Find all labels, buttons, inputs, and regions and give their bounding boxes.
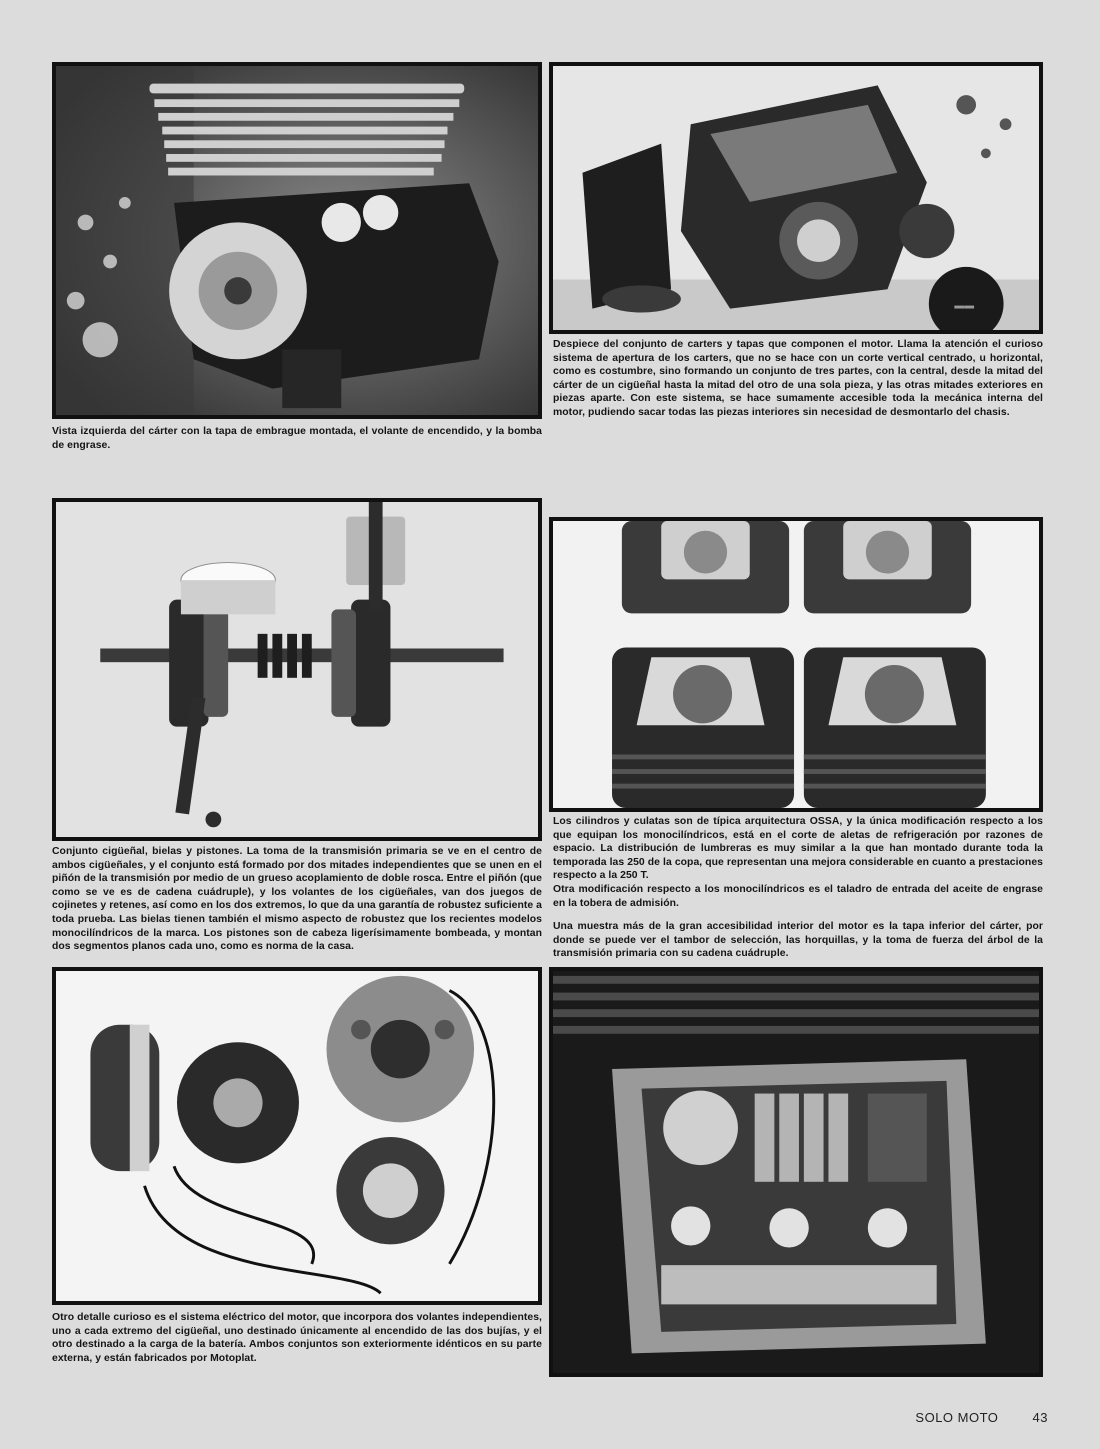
caption-cylinders-and-heads: [553, 815, 1043, 910]
caption-text: Conjunto cigüeñal, bielas y pistones. La toma de la transmisión primaria se ve en el centro de ambos cigüeñales, y el conjunto está formado por dos mitades independientes que se unen en el piñón de la transmisión por medio de un grueso acoplamiento de doble rosca. Entre el piñón (que como se ve es de cadena cuádruple), y los volantes de los cigüeñales, van dos juegos de cojinetes y retenes, así como en los dos extremos, lo que da una garantía de robustez suficiente a toda prueba. Las bielas tienen también el mismo aspecto de robustez que los recientes modelos monocilíndricos de la marca. Los pistones son de cabeza ligerísimamente bombeada, y montan dos segmentos planos cada uno, como es norma de la casa.: [52, 846, 542, 953]
photo-lower-crankcase-cover: [549, 967, 1043, 1377]
caption-text: Otro detalle curioso es el sistema eléctrico del motor, que incorpora dos volantes independientes, uno a cada extremo del cigüeñal, uno destinado únicamente al encendido de las dos bujías, y el otro destinado a la carga de la batería. Ambos conjuntos son exteriormente idénticos en su parte externa, y están fabricados por Motoplat.: [52, 1312, 542, 1364]
caption-electrical-flywheels: [52, 1311, 542, 1365]
caption-engine-left-view: [52, 425, 542, 452]
caption-text: Una muestra más de la gran accesibilidad interior del motor es la tapa inferior del cárter, por donde se puede ver el tambor de selección, las horquillas, y la toma de fuerza del árbol de la transmisión primaria con su cadena cuádruple.: [553, 921, 1043, 960]
caption-crankcase-exploded: [553, 338, 1043, 420]
caption-crankshaft-assembly: [52, 845, 542, 954]
svg-text:▬▬: ▬▬: [954, 300, 975, 312]
photo-cylinders-and-heads: [549, 517, 1043, 812]
caption-text: Vista izquierda del cárter con la tapa de embrague montada, el volante de encendido, y la bomba de engrase.: [52, 426, 542, 451]
caption-text: Los cilindros y culatas son de típica arquitectura OSSA, y la única modificación respecto a los que equipan los monocilíndricos, está en el corte de aletas de refrigeración por razones de espacio. La distribución de lumbreras es muy similar a la que han montado durante toda la temporada las 250 de la copa, que representan una mejora considerable en cuanto a prestaciones respecto a la 250 T.: [553, 816, 1043, 882]
photo-crankcase-exploded: [549, 62, 1043, 334]
page-number: 43: [1032, 1410, 1048, 1425]
caption-lower-cover: [553, 920, 1043, 961]
photo-engine-left-view: [52, 62, 542, 419]
caption-text: Otra modificación respecto a los monocilíndricos es el taladro de entrada del aceite de engrase en la tobera de admisión.: [553, 883, 1043, 909]
page-footer: [915, 1410, 1048, 1425]
magazine-name: SOLO MOTO: [915, 1410, 999, 1425]
photo-crankshaft-assembly: [52, 498, 542, 841]
photo-electrical-flywheels: [52, 967, 542, 1305]
caption-text: Despiece del conjunto de carters y tapas que componen el motor. Llama la atención el curioso sistema de apertura de los carters, que no se hace con un corte vertical centrado, u horizontal, como es costumbre, sino formando un conjunto de tres partes, con la central, desde la mitad del cárter de un cigüeñal hasta la mitad del otro de una sola pieza, y las otras mitades exteriores en piezas aparte. Con este sistema, se hace sumamente accesible toda la mecánica interna del motor, pudiendo sacar todas las piezas interiores sin necesidad de desmontarlo del chasis.: [553, 339, 1043, 418]
